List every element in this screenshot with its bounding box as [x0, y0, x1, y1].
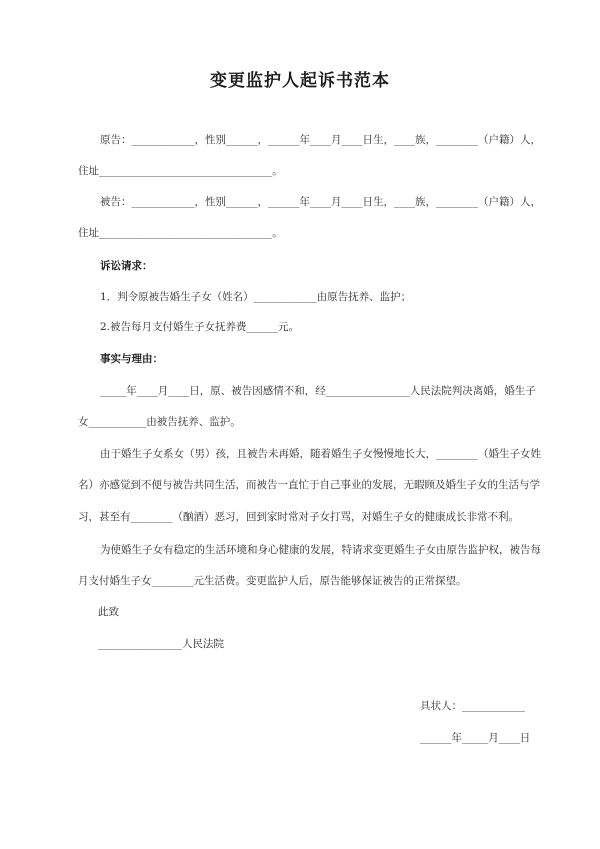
facts-paragraph-2-line-3: 习，甚至有________（酗酒）恶习，回到家时常对子女打骂，对婚生子女的健康成长非常不利。 [78, 511, 519, 523]
signer-line: 具状人：____________ [420, 700, 525, 712]
plaintiff-line-1: 原告：____________，性别______，______年____月____日生，____族，________（户籍）人， [100, 134, 541, 146]
facts-paragraph-1-line-1: _____年____月____日，原、被告因感情不和，经________________人民法院判决离婚，婚生子 [100, 385, 536, 397]
defendant-address: 住址_________________________________。 [78, 227, 283, 239]
salutation: 此致 [98, 606, 119, 618]
claim-item-2: 2.被告每月支付婚生子女抚养费______元。 [100, 321, 300, 333]
plaintiff-address: 住址_________________________________。 [78, 165, 283, 177]
facts-heading: 事实与理由： [100, 353, 163, 365]
defendant-line-1: 被告：____________，性别______，______年____月____日生，____族，________（户籍）人， [100, 196, 541, 208]
facts-paragraph-2-line-2: 名）亦感觉到不便与被告共同生活，而被告一直忙于自己事业的发展，无暇顾及婚生子女的生活与学 [78, 479, 540, 491]
facts-paragraph-1-line-2: 女___________由被告抚养、监护。 [78, 416, 241, 428]
claim-item-1: 1．判令原被告婚生子女（姓名）____________由原告抚养、监护； [100, 291, 412, 303]
facts-paragraph-3-line-1: 为使婚生子女有稳定的生活环境和身心健康的发展，特请求变更婚生子女由原告监护权，被告每 [100, 544, 541, 556]
document-title: 变更监护人起诉书范本 [210, 71, 390, 91]
facts-paragraph-2-line-1: 由于婚生子女系女（男）孩，且被告未再婚，随着婚生子女慢慢地长大，________（婚生子女姓 [100, 448, 541, 460]
facts-paragraph-3-line-2: 月支付婚生子女________元生活费。变更监护人后，原告能够保证被告的正常探望。 [78, 575, 467, 587]
signature-date: ______年_____月____日 [420, 732, 531, 744]
claims-heading: 诉讼请求： [100, 260, 153, 272]
court-name: ________________人民法院 [98, 638, 224, 650]
